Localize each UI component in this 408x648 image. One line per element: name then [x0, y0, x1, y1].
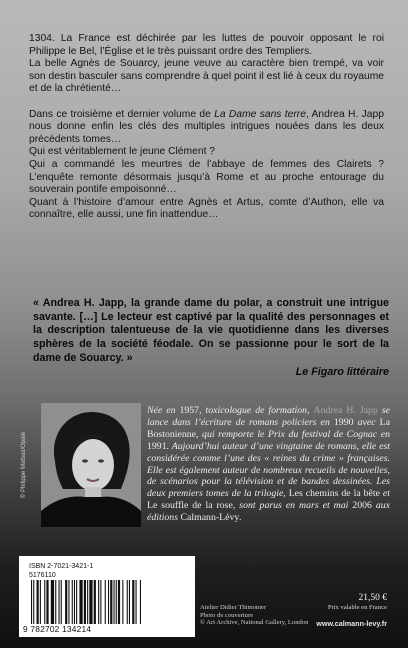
barcode-icon	[29, 580, 185, 624]
blurb-text-segment: , Andrea H. Japp nous donne enfin les clés des multiples intrigues nouées dans les deux précédents tomes…	[29, 108, 384, 145]
product-code: 5176110	[29, 571, 56, 579]
bio-year: 1990	[333, 416, 354, 428]
bio-text: .	[239, 512, 242, 524]
bio-year: 1991	[147, 440, 167, 452]
bio-text: se lance dans l’écriture de romans policiers en	[147, 405, 390, 428]
blurb-paragraph: Qui a commandé les meurtres de l’abbaye de femmes des Clairets ? L’enquête remonte désormais jusqu’à Rome et au proche entourage du souverain pontife empoisonné…	[29, 158, 384, 196]
bio-text: avec	[353, 416, 380, 428]
author-portrait-image	[41, 403, 141, 527]
publisher-website[interactable]: www.calmann-levy.fr	[316, 619, 387, 628]
isbn-block	[29, 563, 93, 580]
colophon-line: © Art Archive, National Gallery, London	[200, 619, 309, 627]
price: 21,50 €	[358, 593, 387, 603]
bio-publisher: Calmann-Lévy	[180, 512, 240, 524]
bio-text: . Aujourd’hui auteur d’une vingtaine de romans, elle est considérée comme l’une des « reines du crime » françaises. Elle est également auteur de nombreux recueils de nouvelles, de scénarios pour la télévision et de bandes dessinées. Les deux premiers tomes de la trilogie,	[147, 440, 390, 500]
blurb-text-segment: Dans ce troisième et dernier volume de	[29, 108, 215, 120]
ean-number: 9 782702 134214	[23, 624, 92, 634]
bio-book-title: Le souffle de la rose	[147, 500, 233, 512]
blurb-paragraph: Quant à l’histoire d’amour entre Agnès et Artus, comte d’Authon, elle va connaître, elle aussi, une fin inattendue…	[29, 196, 384, 221]
press-quote-text: « Andrea H. Japp, la grande dame du polar, a construit une intrigue savante. […] Le lecteur est captivé par la qualité des personnages et la description talentueuse de la vie quotidienne dans les diverses sphères de la société féodale. On se passionne pour le sort de la dame de Souarcy. »	[33, 297, 389, 364]
bio-book-title: La Bostonienne	[147, 416, 390, 440]
blurb-paragraph: 1304. La France est déchirée par les luttes de pouvoir opposant le roi Philippe le Bel, l’Église et le très puissant ordre des Templiers.	[29, 33, 384, 57]
price-note: Prix valable en France	[327, 604, 387, 611]
bio-text: , toxicologue de formation,	[199, 405, 314, 416]
blurb-paragraph	[29, 109, 384, 147]
bio-year: 1957	[179, 405, 200, 416]
paragraph-gap	[29, 96, 384, 109]
photo-credit-text: © Philippe Matsas/Opale	[21, 431, 27, 499]
bio-text: aux éditions	[147, 500, 390, 524]
bio-text: , qui remporte le Prix du festival de Cognac en	[195, 428, 390, 440]
blurb-paragraph: La belle Agnès de Souarcy, jeune veuve au caractère bien trempé, va voir son destin basculer sans comprendre à quel point il est lié à ceux du royaume et de la chrétienté…	[29, 58, 384, 95]
press-quote	[33, 297, 389, 379]
colophon	[200, 604, 308, 627]
colophon-line: Atelier Didier Thimonier	[200, 604, 267, 611]
bio-text: , sont parus en mars et mai	[232, 500, 353, 512]
colophon-line: Photo de couverture	[200, 611, 254, 619]
bio-author-name: Andrea H. Japp	[313, 405, 378, 416]
barcode-box	[19, 556, 195, 637]
press-quote-source: Le Figaro littéraire	[295, 365, 389, 378]
bio-book-title: Les chemins de la bête	[288, 488, 380, 500]
author-bio	[147, 405, 390, 524]
blurb-paragraph: Qui est véritablement le jeune Clément ?	[29, 146, 216, 158]
bio-text: Née en	[147, 405, 180, 416]
author-photo	[41, 403, 141, 527]
blurb-text	[29, 33, 384, 222]
isbn-number: ISBN 2-7021-3421-1	[29, 563, 94, 570]
photo-credit	[14, 405, 34, 525]
bio-text: et	[379, 488, 390, 500]
book-title: La Dame sans terre	[214, 108, 306, 120]
bio-year: 2006	[352, 500, 372, 512]
